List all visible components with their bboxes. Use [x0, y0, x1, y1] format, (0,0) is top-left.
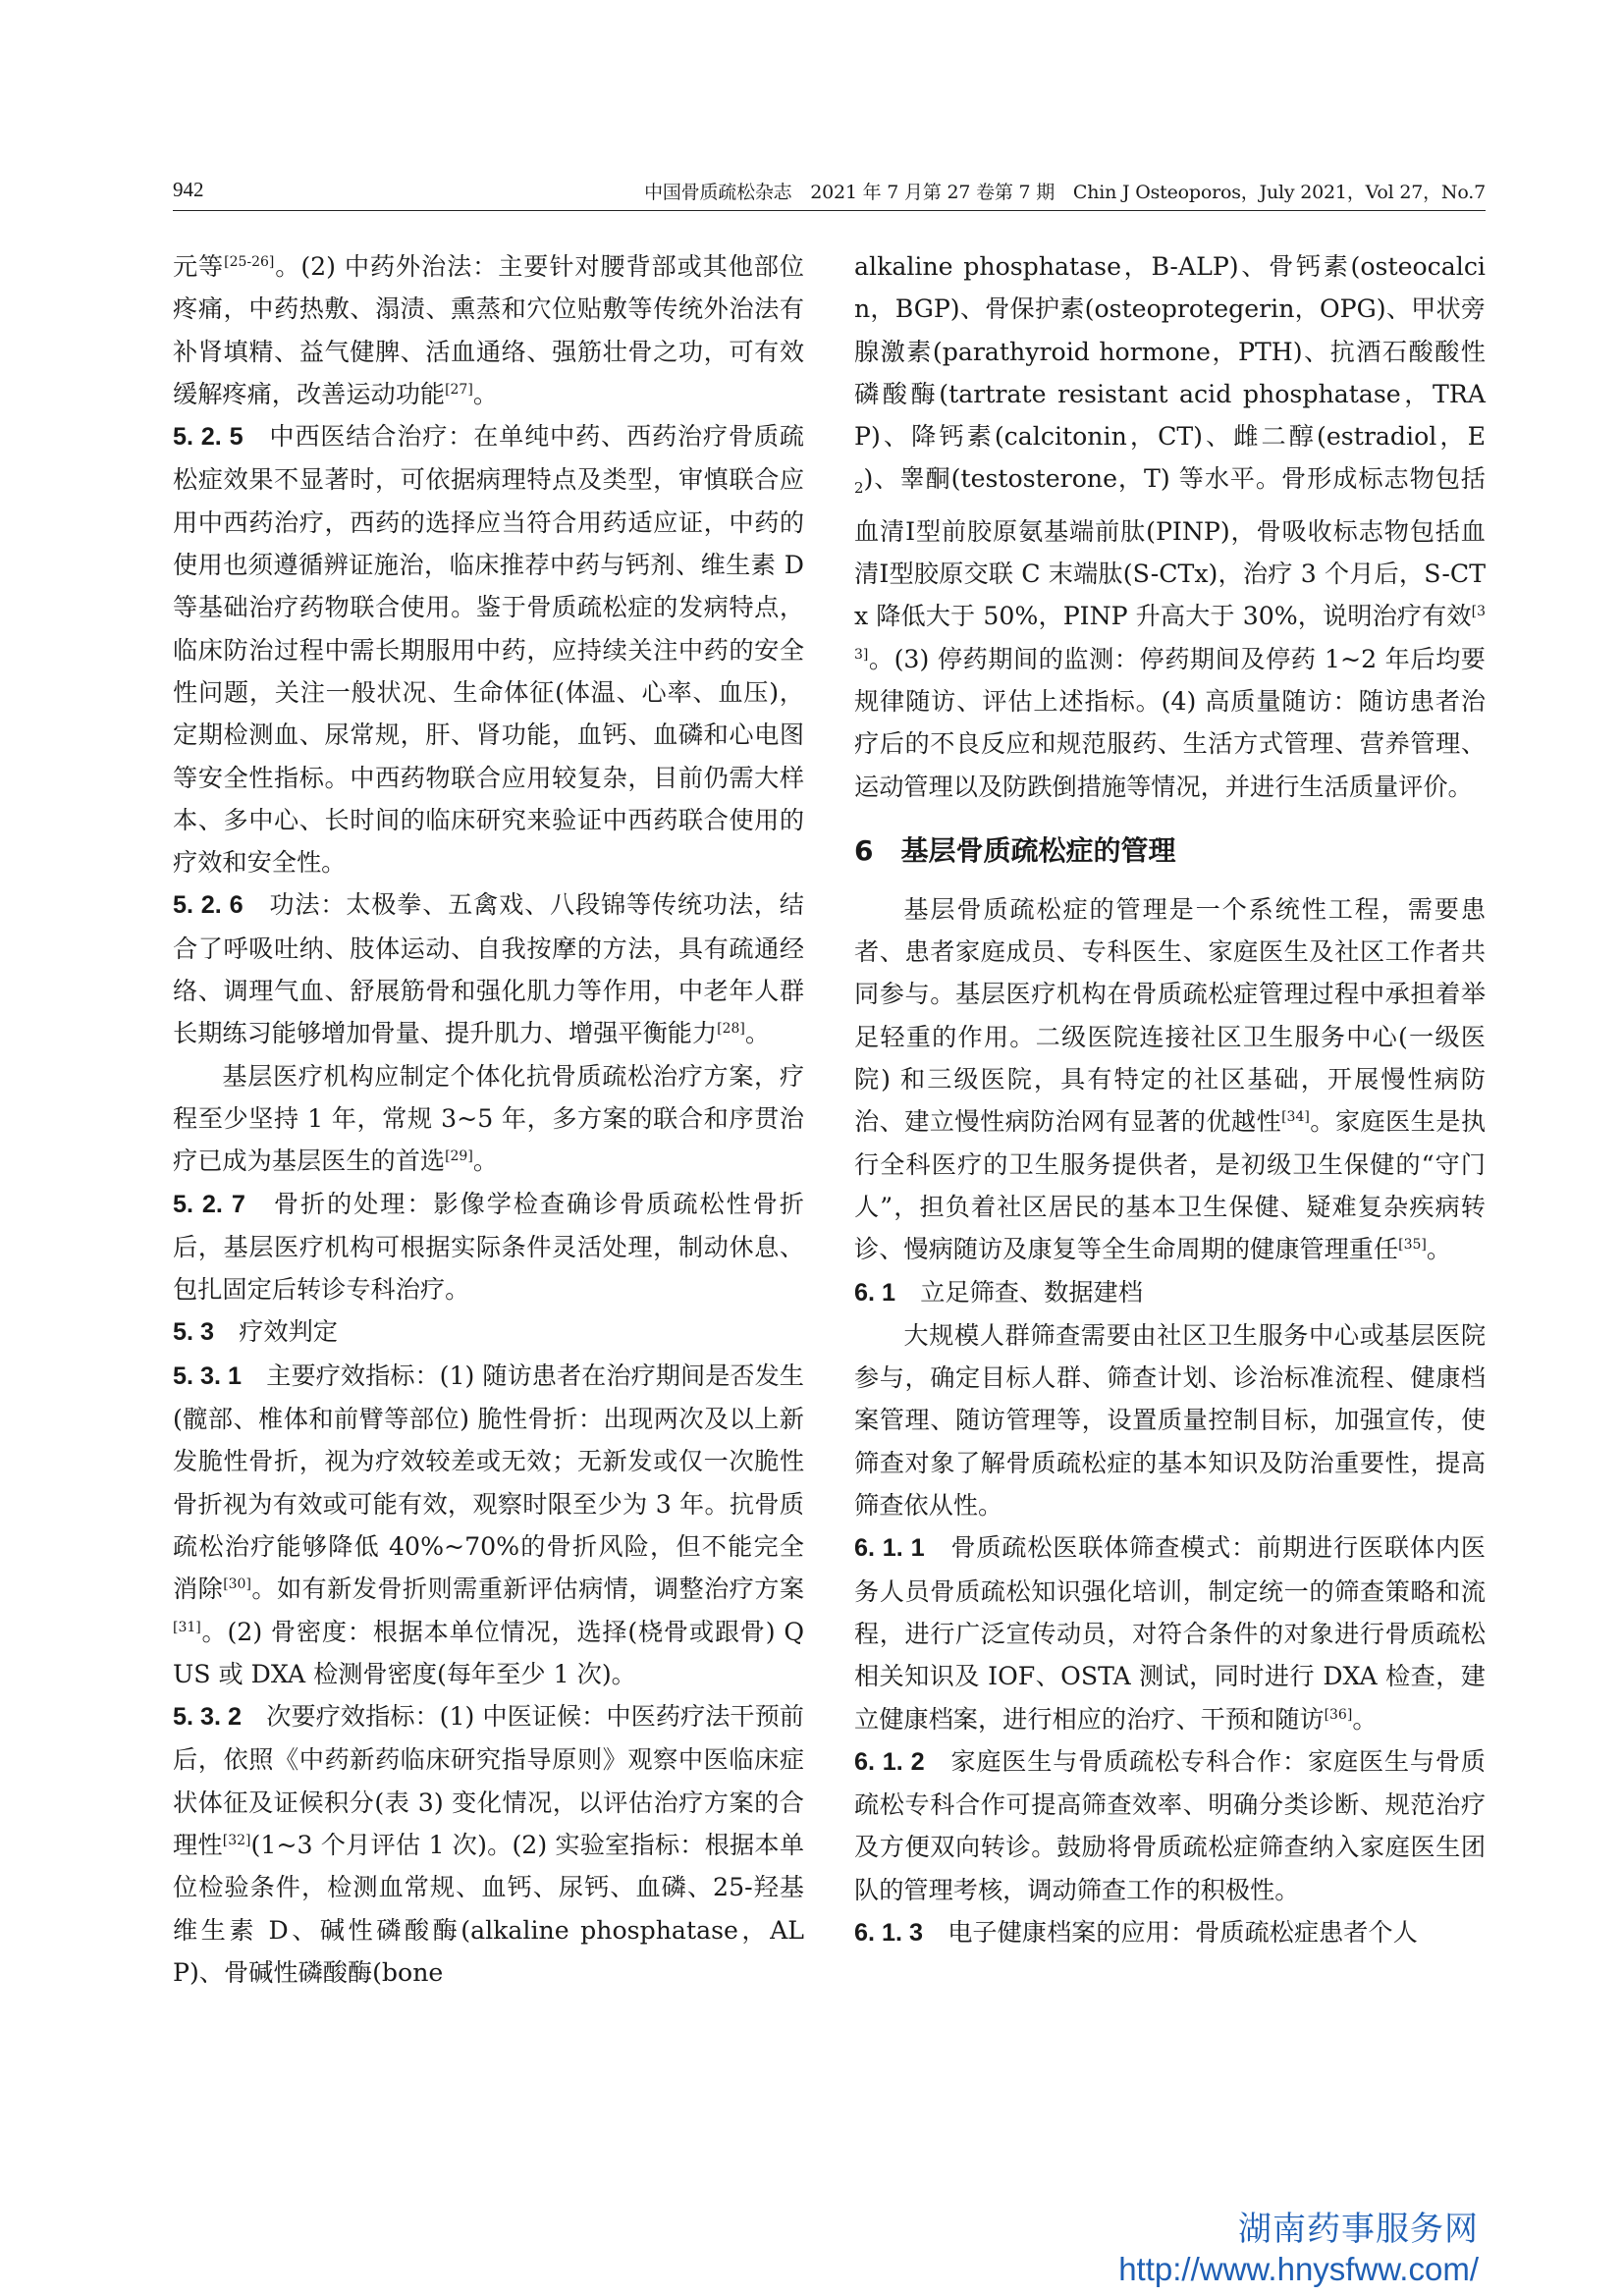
left-column [173, 245, 804, 1994]
section-number: 5. 3 [173, 1318, 215, 1347]
watermark-site-name: 湖南药事服务网 [1238, 2210, 1479, 2249]
paragraph: 基层骨质疏松症的管理是一个系统性工程，需要患者、患者家庭成员、专科医生、家庭医生及社区工作者共同参与。基层医疗机构在骨质疏松症管理过程中承担着举足轻重的作用。二级医院连接社区卫生服务中心(一级医院) 和三级医院，具有特定的社区基础，开展慢性病防治、建立慢性病防治网有显著的优越性[34]。家庭医生是执行全科医疗的卫生服务提供者，是初级卫生保健的“守门人”，担负着社区居民的基本卫生保健、疑难复杂疾病转诊、慢病随访及康复等全生命周期的健康管理重任[35]。 [854, 894, 1486, 1264]
citation: [31] [173, 1619, 201, 1635]
section-6-1-3: 6. 1. 3 电子健康档案的应用：骨质疏松症患者个人 [854, 1918, 1418, 1948]
section-6-1-2: 6. 1. 2 家庭医生与骨质疏松专科合作：家庭医生与骨质疏松专科合作可提高筛查效率、明确分类诊断、规范治疗及方便双向转诊。鼓励将骨质疏松症筛查纳入家庭医生团队的管理考核，调动筛查工作的积极性。 [854, 1746, 1486, 1904]
section-number: 6. 1. 3 [854, 1919, 924, 1948]
right-column [854, 245, 1486, 1954]
section-number: 5. 2. 6 [173, 891, 244, 920]
section-6-heading: 6 基层骨质疏松症的管理 [854, 833, 1176, 867]
citation: [25-26] [224, 254, 275, 270]
citation: [36] [1324, 1706, 1353, 1723]
running-header [173, 178, 1486, 213]
section-number: 5. 3. 2 [173, 1703, 243, 1732]
section-5-2-6: 5. 2. 6 功法：太极拳、五禽戏、八段锦等传统功法，结合了呼吸吐纳、肢体运动、自我按摩的方法，具有疏通经络、调理气血、舒展筋骨和强化肌力等作用，中老年人群长期练习能够增加骨量、提升肌力、增强平衡能力[28]。 [173, 890, 804, 1048]
site-watermark [1118, 2209, 1479, 2289]
paragraph: 基层医疗机构应制定个体化抗骨质疏松治疗方案，疗程至少坚持 1 年，常规 3~5 年，多方案的联合和序贯治疗已成为基层医生的首选[29]。 [173, 1061, 804, 1176]
section-5-2-7: 5. 2. 7 骨折的处理：影像学检查确诊骨质疏松性骨折后，基层医疗机构可根据实际条件灵活处理，制动休息、包扎固定后转诊专科治疗。 [173, 1189, 804, 1305]
citation: [33] [854, 604, 1486, 663]
paragraph: 元等[25-26]。(2) 中药外治法：主要针对腰背部或其他部位疼痛，中药热敷、溻渍、熏蒸和穴位贴敷等传统外治法有补肾填精、益气健脾、活血通络、强筋壮骨之功，可有效缓解疼痛，改善运动功能[27]。 [173, 252, 804, 408]
section-6-1: 6. 1 立足筛查、数据建档 [854, 1277, 1143, 1307]
section-number: 6. 1. 2 [854, 1747, 925, 1776]
section-number: 6. 1. 1 [854, 1534, 925, 1563]
section-5-3: 5. 3 疗效判定 [173, 1317, 338, 1347]
watermark-url[interactable]: http://www.hnysfww.com/ [1118, 2251, 1479, 2287]
section-number: 5. 2. 5 [173, 423, 244, 452]
paragraph: 大规模人群筛查需要由社区卫生服务中心或基层医院参与，确定目标人群、筛查计划、诊治标准流程、健康档案管理、随访管理等，设置质量控制目标，加强宣传，使筛查对象了解骨质疏松症的基本知识及防治重要性，提高筛查依从性。 [854, 1320, 1486, 1521]
citation: [29] [445, 1148, 473, 1165]
page-number: 942 [173, 178, 204, 201]
section-6-1-1: 6. 1. 1 骨质疏松医联体筛查模式：前期进行医联体内医务人员骨质疏松知识强化培训，制定统一的筛查策略和流程，进行广泛宣传动员，对符合条件的对象进行骨质疏松相关知识及 IOF、OSTA 测试，同时进行 DXA 检查，建立健康档案，进行相应的治疗、干预和随访[36]。 [854, 1533, 1486, 1734]
section-5-3-2: 5. 3. 2 次要疗效指标：(1) 中医证候：中医药疗法干预前后，依照《中药新药临床研究指导原则》观察中医临床症状体征及证候积分(表 3) 变化情况，以评估治疗方案的合理性[32](1~3 个月评估 1 次)。(2) 实验室指标：根据本单位检验条件，检测血常规、血钙、尿钙、血磷、25-羟基维生素 D、碱性磷酸酶(alkaline phosphatase，ALP)、骨碱性磷酸酶(bone [173, 1702, 805, 1987]
paragraph: alkaline phosphatase，B-ALP)、骨钙素(osteocalcin，BGP)、骨保护素(osteoprotegerin，OPG)、甲状旁腺激素(parathyroid hormone，PTH)、抗酒石酸酸性磷酸酶(tartrate resistant acid phosphatase，TRAP)、降钙素(calcitonin，CT)、雌二醇(estradiol，$E_2$)、睾酮(testosterone，T) 等水平。骨形成标志物包括血清Ⅰ型前胶原氨基端前肽(PINP)，骨吸收标志物包括血清Ⅰ型胶原交联 C 末端肽(S-CTx)，治疗 3 个月后，S-CTx 降低大于 50%，PINP 升高大于 30%，说明治疗有效[33]。(3) 停药期间的监测：停药期间及停药 1~2 年后均要规律随访、评估上述指标。(4) 高质量随访：随访患者治疗后的不良反应和规范服药、生活方式管理、营养管理、运动管理以及防跌倒措施等情况，并进行生活质量评价。 [854, 252, 1486, 801]
section-number: 5. 3. 1 [173, 1362, 243, 1390]
header-rule [173, 210, 1486, 211]
citation: [32] [222, 1832, 251, 1848]
citation: [35] [1398, 1237, 1427, 1254]
citation: [30] [223, 1576, 251, 1593]
section-number: 6. 1 [854, 1278, 896, 1307]
section-5-2-5: 5. 2. 5 中西医结合治疗：在单纯中药、西药治疗骨质疏松症效果不显著时，可依据病理特点及类型，审慎联合应用中西药治疗，西药的选择应当符合用药适应证，中药的使用也须遵循辨证施治，临床推荐中药与钙剂、维生素 D 等基础治疗药物联合使用。鉴于骨质疏松症的发病特点，临床防治过程中需长期服用中药，应持续关注中药的安全性问题，关注一般状况、生命体征(体温、心率、血压)，定期检测血、尿常规，肝、肾功能，血钙、血磷和心电图等安全性指标。中西药物联合应用较复杂，目前仍需大样本、多中心、长时间的临床研究来验证中西药联合使用的疗效和安全性。 [173, 422, 804, 878]
citation: [34] [1281, 1109, 1310, 1126]
section-number: 5. 2. 7 [173, 1190, 245, 1218]
journal-citation: 中国骨质疏松杂志 2021 年 7 月第 27 卷第 7 期 Chin J Osteoporos，July 2021，Vol 27，No.7 [644, 182, 1486, 203]
citation: [27] [445, 381, 473, 398]
citation: [28] [717, 1021, 745, 1038]
section-5-3-1: 5. 3. 1 主要疗效指标：(1) 随访患者在治疗期间是否发生(髋部、椎体和前臂等部位) 脆性骨折：出现两次及以上新发脆性骨折，视为疗效较差或无效；无新发或仅一次脆性骨折视为有效或可能有效，观察时限至少为 3 年。抗骨质疏松治疗能够降低 40%~70%的骨折风险，但不能完全消除[30]。如有新发骨折则需重新评估病情，调整治疗方案[31]。(2) 骨密度：根据本单位情况，选择(桡骨或跟骨) QUS 或 DXA 检测骨密度(每年至少 1 次)。 [173, 1361, 804, 1688]
